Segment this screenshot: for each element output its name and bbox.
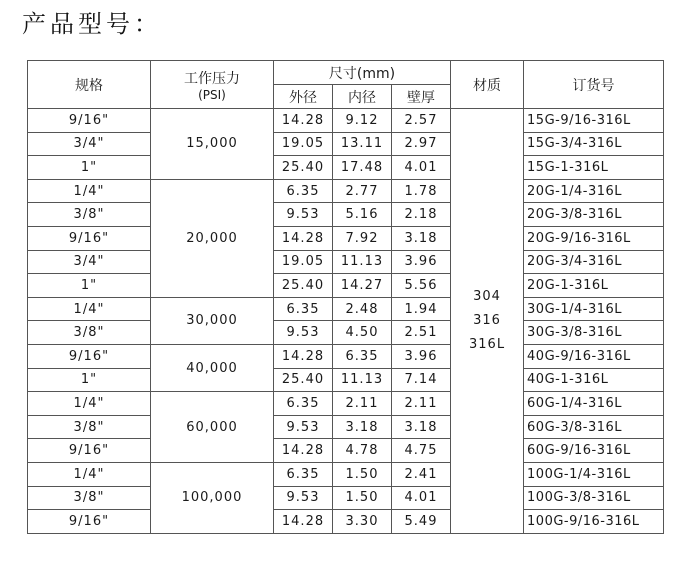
pressure-cell: 20,000 [151,179,274,297]
od-cell: 14.28 [274,344,333,368]
spec-cell: 1/4" [28,392,151,416]
order-number-cell: 15G-1-316L [524,156,664,180]
order-number-cell: 15G-9/16-316L [524,109,664,133]
wall-cell: 2.57 [392,109,451,133]
id-cell: 2.11 [333,392,392,416]
table-row [28,510,664,534]
spec-cell: 3/8" [28,203,151,227]
order-number-cell: 20G-1-316L [524,274,664,298]
material-cell [451,109,524,534]
spec-cell: 1/4" [28,297,151,321]
table-row [28,250,664,274]
spec-cell: 3/8" [28,321,151,345]
header-id: 内径 [333,85,392,109]
id-cell: 14.27 [333,274,392,298]
material-item: 316L [469,336,506,352]
pressure-cell: 60,000 [151,392,274,463]
header-order-no: 订货号 [524,61,664,109]
table-body [28,109,664,534]
wall-cell: 4.01 [392,486,451,510]
od-cell: 6.35 [274,297,333,321]
order-number-cell: 30G-3/8-316L [524,321,664,345]
od-cell: 6.35 [274,392,333,416]
wall-cell: 2.51 [392,321,451,345]
order-number-cell: 40G-1-316L [524,368,664,392]
order-number-cell: 20G-9/16-316L [524,226,664,250]
table-row [28,439,664,463]
order-number-cell: 40G-9/16-316L [524,344,664,368]
wall-cell: 5.49 [392,510,451,534]
spec-cell: 1/4" [28,462,151,486]
spec-cell: 3/4" [28,250,151,274]
id-cell: 6.35 [333,344,392,368]
table-row [28,132,664,156]
table-row [28,415,664,439]
od-cell: 14.28 [274,226,333,250]
table-row [28,486,664,510]
id-cell: 4.50 [333,321,392,345]
order-number-cell: 20G-3/4-316L [524,250,664,274]
id-cell: 9.12 [333,109,392,133]
material-item: 316 [473,312,501,328]
id-cell: 11.13 [333,368,392,392]
order-number-cell: 20G-3/8-316L [524,203,664,227]
od-cell: 14.28 [274,510,333,534]
id-cell: 11.13 [333,250,392,274]
od-cell: 9.53 [274,321,333,345]
wall-cell: 7.14 [392,368,451,392]
od-cell: 14.28 [274,439,333,463]
od-cell: 9.53 [274,415,333,439]
od-cell: 19.05 [274,132,333,156]
spec-cell: 9/16" [28,344,151,368]
table-row [28,179,664,203]
od-cell: 19.05 [274,250,333,274]
wall-cell: 3.96 [392,250,451,274]
order-number-cell: 100G-1/4-316L [524,462,664,486]
id-cell: 4.78 [333,439,392,463]
product-model-table [27,60,664,534]
table-row [28,274,664,298]
table-row [28,344,664,368]
header-spec: 规格 [28,61,151,109]
od-cell: 9.53 [274,486,333,510]
header-wall: 壁厚 [392,85,451,109]
page-title: 产品型号： [22,10,162,38]
header-od: 外径 [274,85,333,109]
order-number-cell: 15G-3/4-316L [524,132,664,156]
order-number-cell: 100G-3/8-316L [524,486,664,510]
wall-cell: 3.18 [392,226,451,250]
id-cell: 2.48 [333,297,392,321]
od-cell: 25.40 [274,156,333,180]
id-cell: 5.16 [333,203,392,227]
spec-cell: 9/16" [28,226,151,250]
spec-cell: 3/8" [28,415,151,439]
order-number-cell: 60G-1/4-316L [524,392,664,416]
header-pressure-unit: (PSI) [198,87,226,102]
spec-cell: 1/4" [28,179,151,203]
id-cell: 17.48 [333,156,392,180]
spec-cell: 1" [28,368,151,392]
spec-cell: 9/16" [28,510,151,534]
pressure-cell: 30,000 [151,297,274,344]
wall-cell: 2.11 [392,392,451,416]
spec-cell: 1" [28,274,151,298]
table-row [28,297,664,321]
wall-cell: 1.94 [392,297,451,321]
wall-cell: 2.18 [392,203,451,227]
table-row [28,156,664,180]
wall-cell: 4.01 [392,156,451,180]
table-row [28,321,664,345]
wall-cell: 3.96 [392,344,451,368]
id-cell: 1.50 [333,486,392,510]
header-pressure-label: 工作压力 [184,70,240,87]
material-item: 304 [473,288,501,304]
spec-cell: 1" [28,156,151,180]
pressure-cell: 40,000 [151,344,274,391]
pressure-cell: 15,000 [151,109,274,180]
table-row [28,226,664,250]
spec-cell: 3/4" [28,132,151,156]
order-number-cell: 60G-9/16-316L [524,439,664,463]
header-pressure [151,61,274,109]
order-number-cell: 100G-9/16-316L [524,510,664,534]
wall-cell: 5.56 [392,274,451,298]
header-size: 尺寸(mm) [274,61,451,85]
od-cell: 14.28 [274,109,333,133]
spec-cell: 9/16" [28,439,151,463]
table-row [28,203,664,227]
id-cell: 2.77 [333,179,392,203]
id-cell: 1.50 [333,462,392,486]
wall-cell: 1.78 [392,179,451,203]
order-number-cell: 30G-1/4-316L [524,297,664,321]
id-cell: 3.18 [333,415,392,439]
spec-cell: 9/16" [28,109,151,133]
wall-cell: 3.18 [392,415,451,439]
od-cell: 25.40 [274,274,333,298]
spec-cell: 3/8" [28,486,151,510]
od-cell: 6.35 [274,462,333,486]
id-cell: 7.92 [333,226,392,250]
wall-cell: 2.97 [392,132,451,156]
wall-cell: 4.75 [392,439,451,463]
od-cell: 25.40 [274,368,333,392]
id-cell: 13.11 [333,132,392,156]
od-cell: 6.35 [274,179,333,203]
header-material: 材质 [451,61,524,109]
table-row [28,392,664,416]
wall-cell: 2.41 [392,462,451,486]
od-cell: 9.53 [274,203,333,227]
id-cell: 3.30 [333,510,392,534]
order-number-cell: 20G-1/4-316L [524,179,664,203]
table-row [28,462,664,486]
table-row [28,109,664,133]
pressure-cell: 100,000 [151,462,274,533]
order-number-cell: 60G-3/8-316L [524,415,664,439]
table-row [28,368,664,392]
